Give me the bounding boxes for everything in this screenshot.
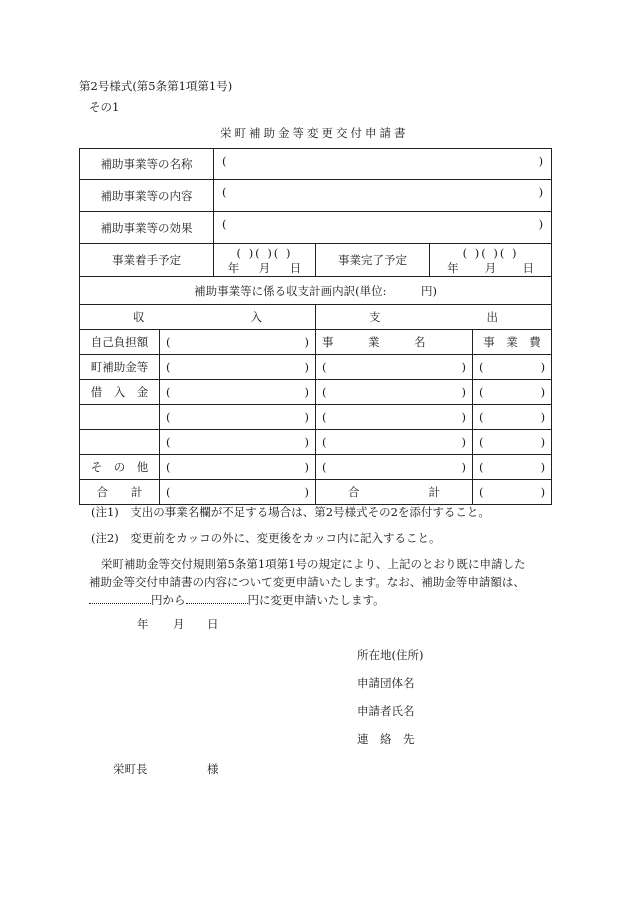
body-line-3: 円から 円に変更申請いたします。: [89, 593, 385, 607]
income-cell[interactable]: ( ): [160, 330, 316, 355]
start-label: 事業着手予定: [80, 244, 214, 277]
income-cell[interactable]: ( ): [160, 405, 316, 430]
application-table: [79, 148, 552, 505]
form-number: 第2号様式(第5条第1項第1号): [79, 79, 233, 93]
applicant-org-label: 申請団体名: [357, 676, 415, 690]
blank-label: [80, 405, 160, 430]
start-date-field[interactable]: ( )( )( ) 年 月 日: [214, 244, 316, 277]
expense-name-cell[interactable]: ( ): [316, 405, 473, 430]
body-line-2: 補助金等交付申請書の内容について変更申請いたします。なお、補助金等申請額は、: [89, 575, 525, 589]
amount-after-field[interactable]: [186, 593, 248, 604]
date-year: 年: [137, 617, 149, 631]
project-name-header: 事 業 名: [316, 330, 473, 355]
applicant-name-label: 申請者氏名: [357, 704, 415, 718]
expense-name-cell[interactable]: ( ): [316, 430, 473, 455]
other-label: そ の 他: [80, 455, 160, 480]
date-day: 日: [207, 617, 219, 631]
project-cost-header: 事 業 費: [473, 330, 552, 355]
expense-name-cell[interactable]: ( ): [316, 355, 473, 380]
self-burden-label: 自己負担額: [80, 330, 160, 355]
addressee-honorific: 様: [207, 762, 219, 776]
name-label: 補助事業等の名称: [80, 149, 214, 180]
loan-label: 借 入 金: [80, 380, 160, 405]
addressee-mayor: 栄町長: [113, 762, 148, 776]
end-date-field[interactable]: ( )( )( ) 年 月 日: [430, 244, 552, 277]
income-total-label: 合 計: [80, 480, 160, 505]
expense-header: 支 出: [316, 305, 552, 330]
expense-cost-cell[interactable]: ( ): [473, 355, 552, 380]
note-2: (注2) 変更前をカッコの外に、変更後をカッコ内に記入すること。: [91, 531, 441, 545]
expense-cost-cell[interactable]: ( ): [473, 455, 552, 480]
expense-cost-cell[interactable]: ( ): [473, 380, 552, 405]
content-field[interactable]: ( ): [214, 180, 552, 212]
expense-cost-cell[interactable]: ( ): [473, 430, 552, 455]
applicant-address-label: 所在地(住所): [357, 648, 424, 662]
expense-name-cell[interactable]: ( ): [316, 455, 473, 480]
income-cell[interactable]: ( ): [160, 455, 316, 480]
income-cell[interactable]: ( ): [160, 430, 316, 455]
income-header: 収 入: [80, 305, 316, 330]
town-subsidy-label: 町補助金等: [80, 355, 160, 380]
expense-total-cell[interactable]: ( ): [473, 480, 552, 505]
amount-before-field[interactable]: [89, 593, 151, 604]
expense-cost-cell[interactable]: ( ): [473, 405, 552, 430]
date-month: 月: [173, 617, 185, 631]
content-label: 補助事業等の内容: [80, 180, 214, 212]
effect-field[interactable]: ( ): [214, 212, 552, 244]
budget-header: 補助事業等に係る収支計画内訳(単位: 円): [80, 277, 552, 305]
blank-label: [80, 430, 160, 455]
name-field[interactable]: ( ): [214, 149, 552, 180]
sub-title: その1: [89, 100, 120, 114]
page-title: 栄町補助金等変更交付申請書: [220, 126, 409, 140]
applicant-contact-label: 連 絡 先: [357, 732, 415, 746]
expense-name-cell[interactable]: ( ): [316, 380, 473, 405]
body-line-1: 栄町補助金等交付規則第5条第1項第1号の規定により、上記のとおり既に申請した: [101, 557, 526, 571]
income-cell[interactable]: ( ): [160, 380, 316, 405]
end-label: 事業完了予定: [316, 244, 430, 277]
note-1: (注1) 支出の事業名欄が不足する場合は、第2号様式その2を添付すること。: [91, 505, 490, 519]
income-total-cell[interactable]: ( ): [160, 480, 316, 505]
effect-label: 補助事業等の効果: [80, 212, 214, 244]
expense-total-label: 合 計: [316, 480, 473, 505]
income-cell[interactable]: ( ): [160, 355, 316, 380]
